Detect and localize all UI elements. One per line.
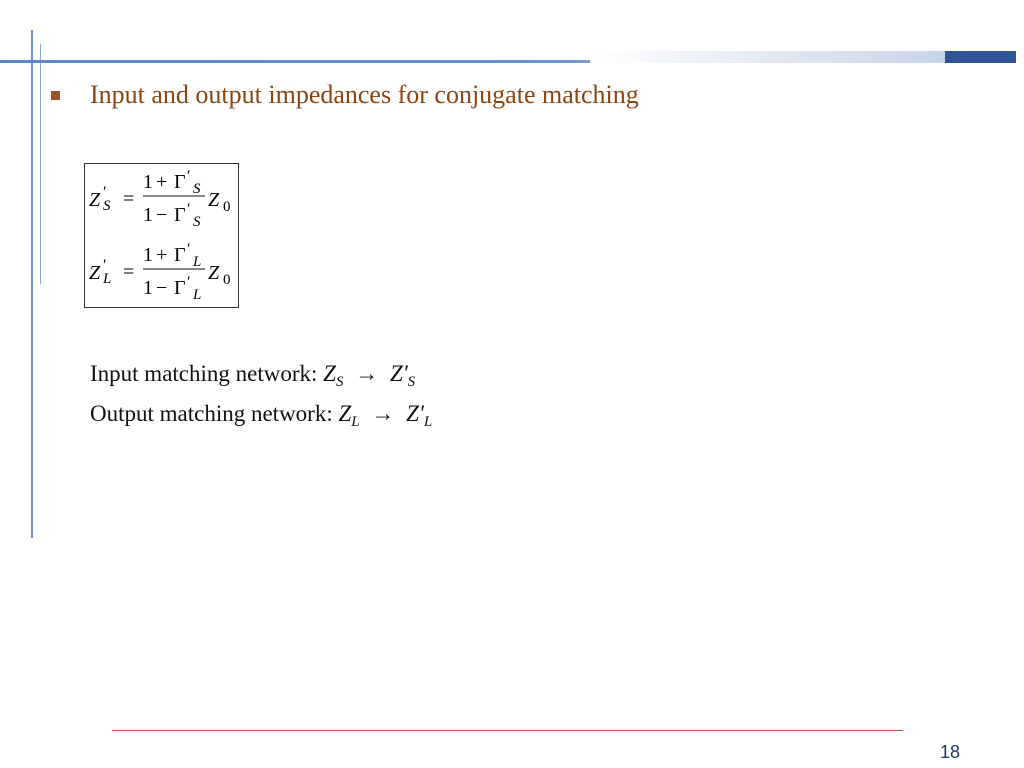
footer-rule [112,730,903,731]
input-network-from-z: Z [323,361,336,386]
source-lhs-prime: ′ [103,184,107,201]
load-denominator-prime: ′ [187,274,191,291]
load-z0: Z [208,262,220,284]
input-matching-network-line [90,361,415,391]
source-numerator-subscript: S [193,181,201,197]
top-right-accent-block [945,51,1016,63]
output-network-to-subscript: L [423,414,433,430]
load-numerator-subscript: L [193,254,202,270]
source-impedance-formula [89,168,231,230]
input-network-to-subscript: S [407,374,416,390]
load-numerator-gamma: Γ [174,244,186,266]
input-network-to-z: Z' [389,361,408,386]
load-lhs-subscript: L [103,271,112,287]
source-z0: Z [208,189,220,211]
title-bullet-icon [51,91,60,100]
source-z0-subscript: 0 [223,199,231,215]
source-denominator-subscript: S [193,214,201,230]
input-network-arrow-icon: → [355,361,379,386]
source-numerator-plus: + [156,171,168,193]
left-vertical-rule [31,30,33,538]
output-matching-network-line [90,401,432,431]
load-z0-subscript: 0 [223,272,231,288]
output-network-from-subscript: L [351,414,360,430]
load-lhs-z: Z [89,262,101,284]
output-network-to-z: Z' [406,401,424,426]
load-denominator-subscript: L [193,287,202,303]
top-gradient-band [590,51,950,63]
source-denominator-prime: ′ [187,201,191,218]
source-denominator-gamma: Γ [174,204,186,226]
left-inner-vertical-rule [40,44,41,284]
output-network-arrow-icon: → [371,401,395,426]
source-numerator-prime: ′ [187,168,191,185]
output-network-from-z: Z [338,401,352,426]
load-denominator-gamma: Γ [174,277,186,299]
output-network-label: Output matching network: [90,401,333,426]
source-denominator-minus: − [156,204,168,226]
conjugate-matching-formula-box [84,163,239,308]
source-lhs-z: Z [89,189,101,211]
source-denominator-one: 1 [143,204,153,226]
load-numerator-prime: ′ [187,241,191,258]
source-numerator-gamma: Γ [174,171,186,193]
source-lhs-subscript: S [103,198,111,214]
input-network-label: Input matching network: [90,361,318,386]
page-number: 18 [940,742,961,762]
load-impedance-formula [89,241,231,303]
load-lhs-prime: ′ [103,257,107,274]
load-numerator-plus: + [156,244,168,266]
source-numerator-one: 1 [143,171,153,193]
slide-title: Input and output impedances for conjugate matching [90,80,639,109]
load-numerator-one: 1 [143,244,153,266]
input-network-from-subscript: S [335,374,344,390]
source-equals: = [123,188,135,210]
load-denominator-one: 1 [143,277,153,299]
load-denominator-minus: − [156,277,168,299]
load-equals: = [123,261,135,283]
formula-svg [85,164,238,307]
